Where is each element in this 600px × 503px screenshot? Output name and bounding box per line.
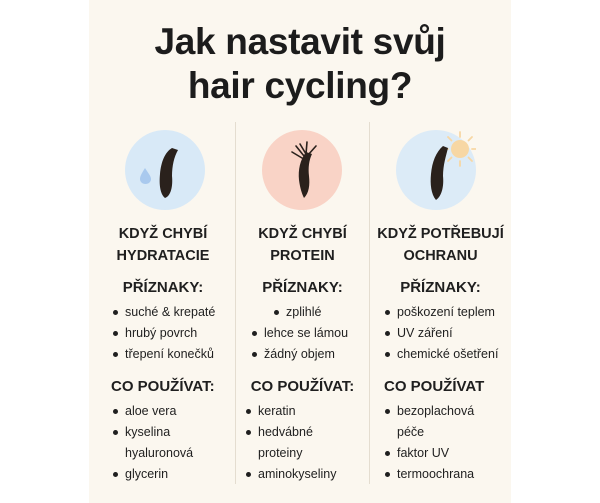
symptoms-label: PŘÍZNAKY: <box>262 279 343 296</box>
list-item: kyselina hyaluronová <box>113 422 193 464</box>
symptoms-label: PŘÍZNAKY: <box>122 279 204 296</box>
list-item: zplihlé <box>274 302 348 323</box>
column-heading: KDYŽ CHYBÍ PROTEIN <box>258 226 347 264</box>
list-item: glycerin <box>113 464 193 485</box>
column-protection <box>370 122 511 492</box>
hair-strand-water-drop-icon <box>125 130 205 210</box>
list-item: UV záření <box>385 323 498 344</box>
symptoms-list <box>385 302 498 365</box>
list-item: suché & krepaté <box>113 302 215 323</box>
infographic-card <box>89 0 511 503</box>
list-item: bezoplachová péče <box>385 401 474 443</box>
symptoms-label: PŘÍZNAKY: <box>400 279 481 296</box>
column-protein <box>236 122 369 492</box>
hair-strand-sun-icon <box>396 130 476 210</box>
list-item: žádný objem <box>252 344 348 365</box>
symptoms-list <box>260 302 348 365</box>
list-item: aloe vera <box>113 401 193 422</box>
list-item: termoochrana <box>385 464 474 485</box>
page-title <box>89 20 511 108</box>
column-heading: KDYŽ CHYBÍ HYDRATACIE <box>116 226 210 264</box>
title-line-2: hair cycling? <box>187 65 413 106</box>
broken-hair-strand-icon <box>262 130 342 210</box>
symptoms-list <box>113 302 215 365</box>
list-item: třepení konečků <box>113 344 215 365</box>
list-item: hrubý povrch <box>113 323 215 344</box>
list-item: chemické ošetření <box>385 344 498 365</box>
use-list <box>385 401 474 485</box>
list-item: poškození teplem <box>385 302 498 323</box>
list-item: faktor UV <box>385 443 474 464</box>
use-label: CO POUŽÍVAT: <box>250 378 355 395</box>
list-item: keratin <box>246 401 337 422</box>
column-heading: KDYŽ POTŘEBUJÍ OCHRANU <box>377 226 504 264</box>
column-hydration <box>95 122 231 492</box>
use-list <box>246 401 337 485</box>
use-label: CO POUŽÍVAT: <box>111 378 215 395</box>
list-item: hedvábné proteiny <box>246 422 337 464</box>
list-item: aminokyseliny <box>246 464 337 485</box>
use-list <box>113 401 193 485</box>
list-item: lehce se lámou <box>252 323 348 344</box>
use-label: CO POUŽÍVAT <box>384 378 485 395</box>
title-line-1: Jak nastavit svůj <box>154 21 446 62</box>
